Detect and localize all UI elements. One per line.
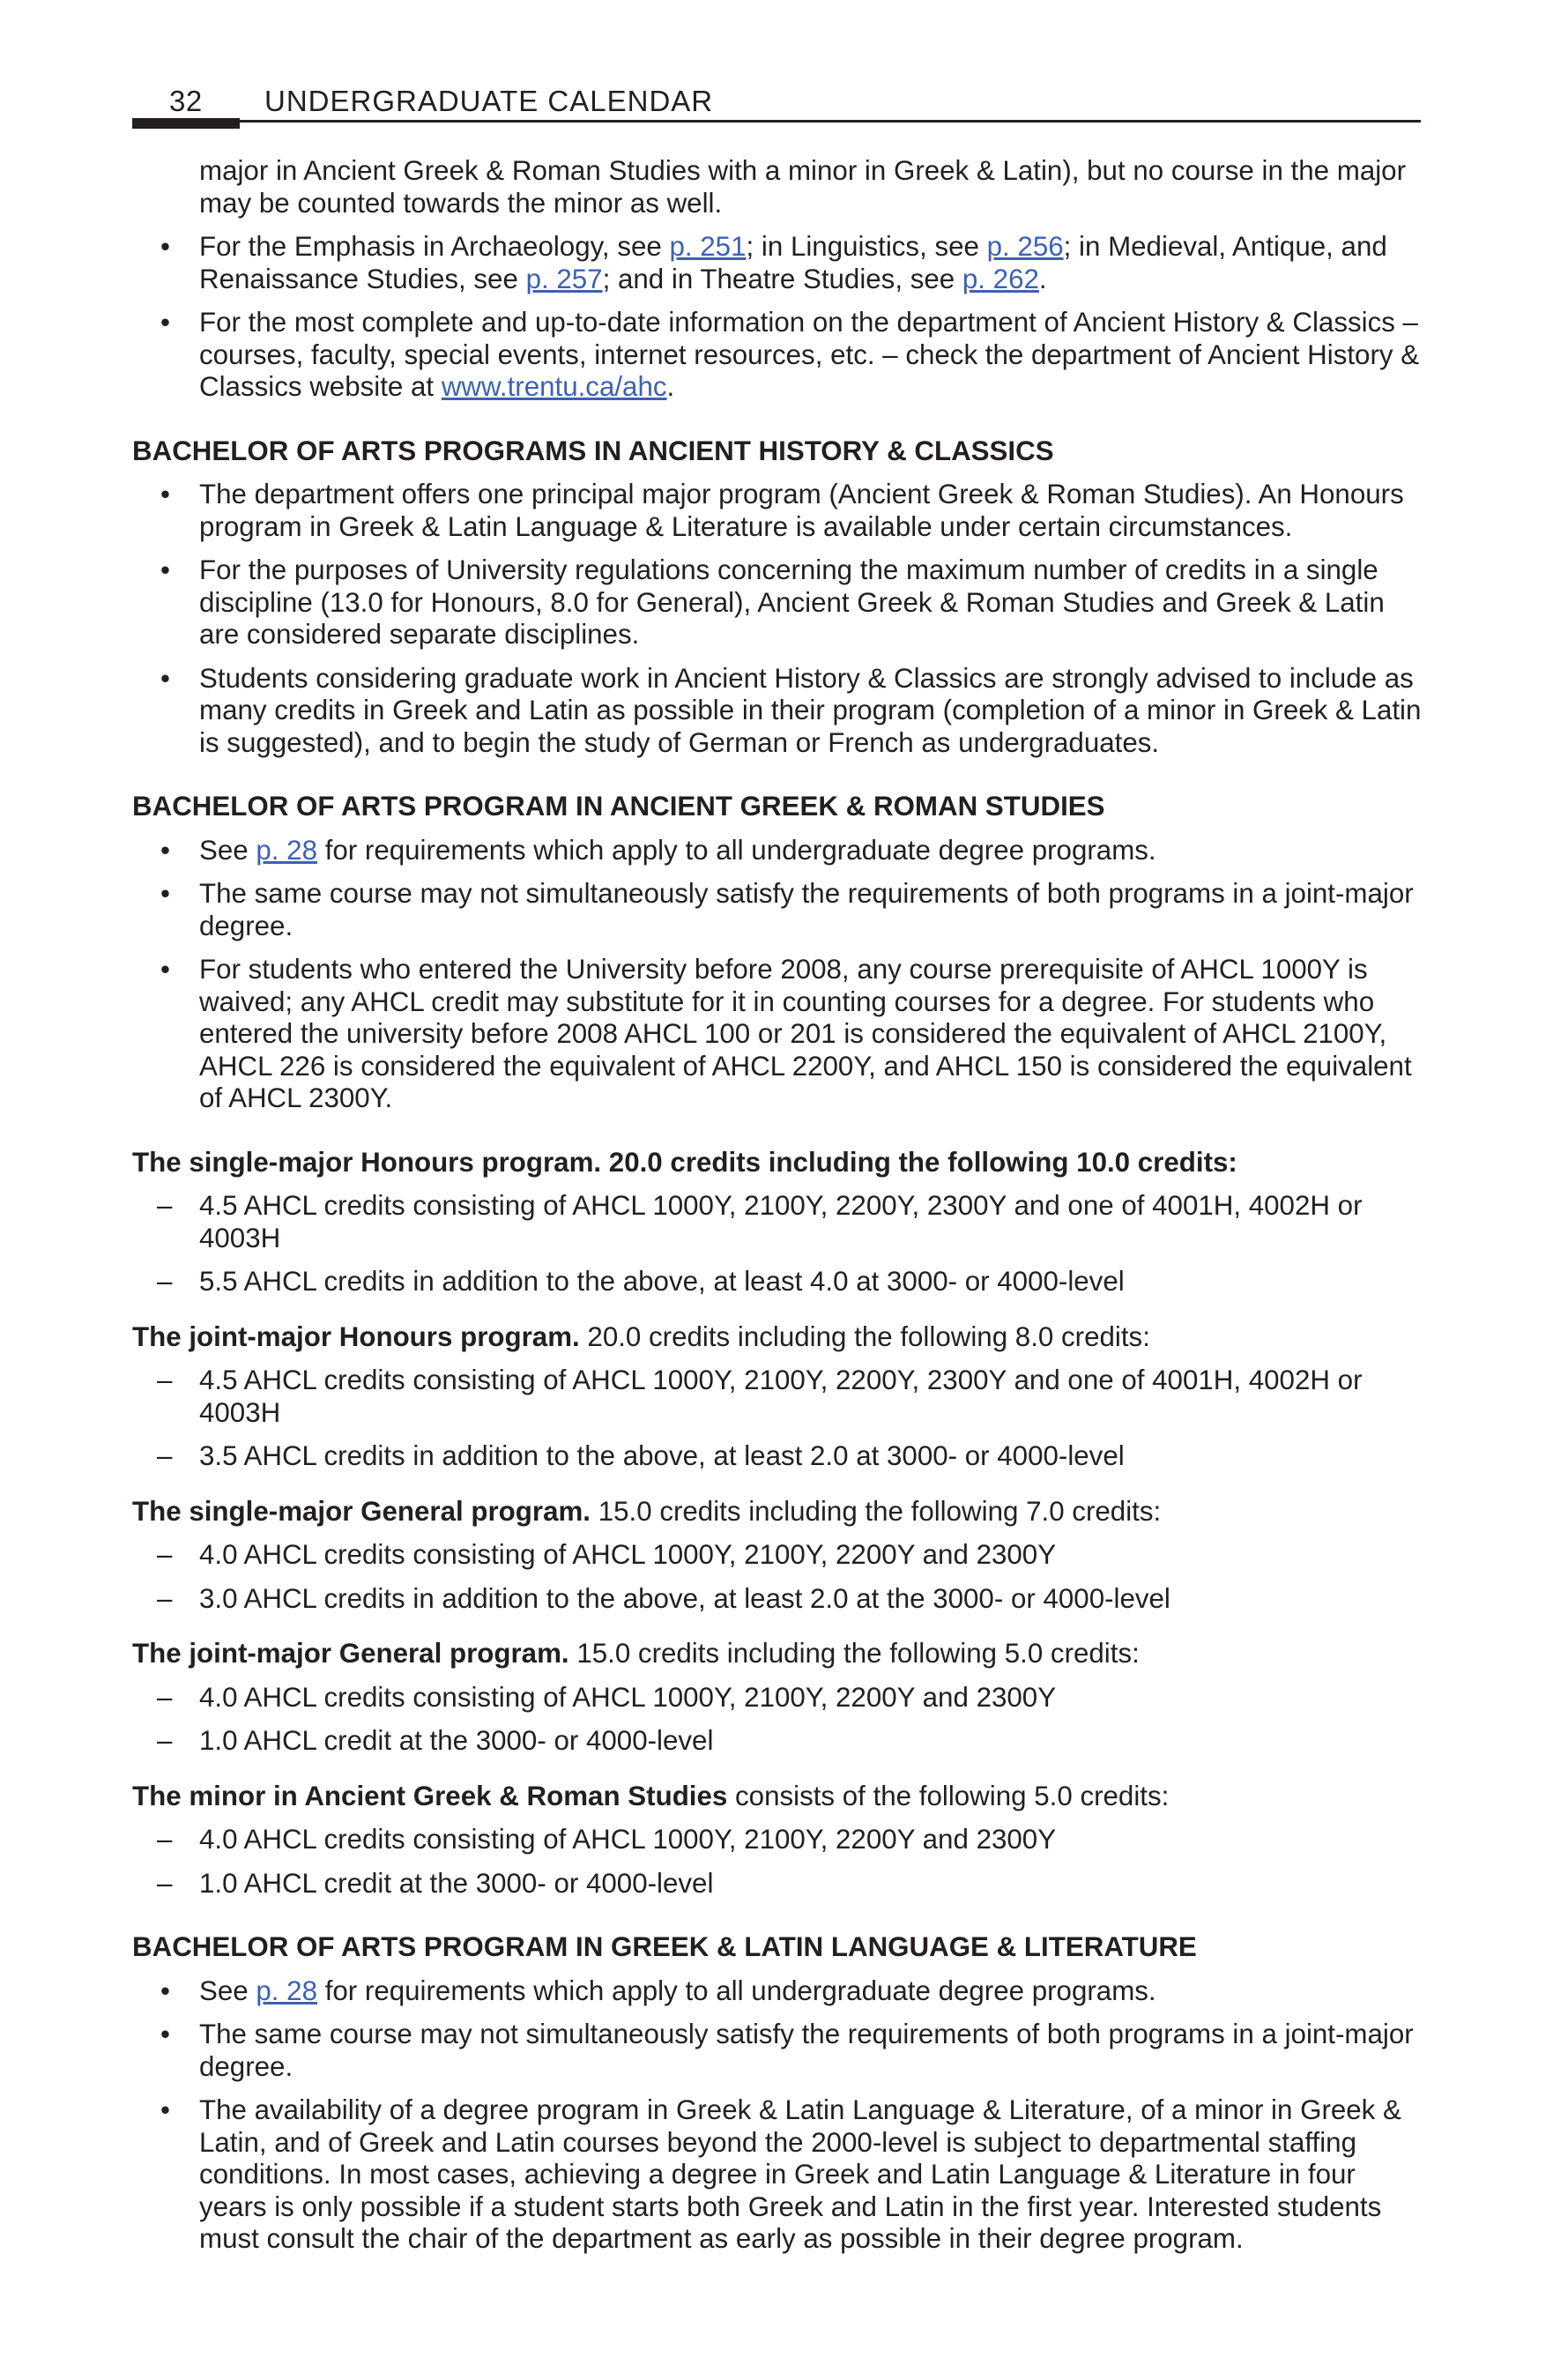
emphasis-text: ; in Linguistics, see (746, 231, 987, 262)
link-p256[interactable]: p. 256 (986, 231, 1064, 262)
requirement-item (132, 1365, 1428, 1429)
bullet-icon: • (160, 834, 170, 866)
emphasis-text: ; in Medieval, Antique, and Renaissance Studies, see (199, 231, 1387, 294)
list-item (132, 479, 1428, 543)
program-heading (132, 1321, 1428, 1354)
list-item (132, 2094, 1428, 2256)
link-p257[interactable]: p. 257 (525, 263, 603, 294)
list-item (132, 835, 1428, 867)
list-item-text: The department offers one principal major program (Ancient Greek & Roman Studies). An Honours program in Greek & Latin Language & Literature is available under certain circumstances. (199, 479, 1404, 542)
bullet-icon: • (160, 662, 170, 694)
requirement-item (132, 1725, 1428, 1758)
emphasis-text: . (1038, 263, 1047, 294)
requirement-text: 4.0 AHCL credits consisting of AHCL 1000Y, 2100Y, 2200Y and 2300Y (199, 1824, 1057, 1855)
list-item (132, 2019, 1428, 2083)
requirement-item (132, 1440, 1428, 1473)
program-description: 15.0 credits including the following 5.0 credits: (568, 1638, 1140, 1669)
list-item-text: See (199, 1975, 256, 2006)
bullet-icon: • (160, 479, 170, 509)
program-description: 15.0 credits including the following 7.0 credits: (591, 1495, 1162, 1527)
page-content (132, 155, 1428, 2256)
requirement-item (132, 1266, 1428, 1298)
dash-icon: – (157, 1867, 173, 1899)
requirement-text: 1.0 AHCL credit at the 3000- or 4000-level (199, 1725, 714, 1756)
dash-icon: – (157, 1725, 173, 1756)
list-item (132, 1975, 1428, 2008)
website-text: . (666, 371, 675, 402)
dash-icon: – (157, 1190, 173, 1221)
list-item-text: The same course may not simultaneously satisfy the requirements of both programs in a joint-major degree. (199, 2019, 1414, 2082)
section-heading: BACHELOR OF ARTS PROGRAM IN ANCIENT GREEK & ROMAN STUDIES (132, 791, 1105, 822)
list-item (132, 663, 1428, 760)
list-item-text: For the purposes of University regulations concerning the maximum number of credits in a single discipline (13.0 for Honours, 8.0 for General), Ancient Greek & Roman Studies and Greek & Latin are considered separate disciplines. (199, 554, 1385, 650)
page-number: 32 (169, 85, 203, 117)
link-p262[interactable]: p. 262 (962, 263, 1039, 294)
requirement-text: 5.5 AHCL credits in addition to the above, at least 4.0 at 3000- or 4000-level (199, 1266, 1125, 1297)
list-item-text: for requirements which apply to all undergraduate degree programs. (317, 1975, 1156, 2006)
bullet-icon: • (160, 231, 170, 262)
requirement-text: 4.5 AHCL credits consisting of AHCL 1000Y, 2100Y, 2200Y, 2300Y and one of 4001H, 4002H or 4003H (199, 1190, 1363, 1253)
list-item (132, 954, 1428, 1115)
requirement-text: 4.0 AHCL credits consisting of AHCL 1000Y, 2100Y, 2200Y and 2300Y (199, 1681, 1057, 1713)
link-p251[interactable]: p. 251 (669, 231, 747, 262)
program-description: 20.0 credits including the following 8.0 credits: (579, 1320, 1150, 1352)
dash-icon: – (157, 1365, 173, 1395)
link-p28[interactable]: p. 28 (256, 1975, 317, 2006)
program-title: The minor in Ancient Greek & Roman Studies (132, 1780, 728, 1811)
emphasis-text: ; and in Theatre Studies, see (602, 263, 962, 294)
requirement-text: 4.5 AHCL credits consisting of AHCL 1000Y, 2100Y, 2200Y, 2300Y and one of 4001H, 4002H or 4003H (199, 1365, 1363, 1428)
program-title: The joint-major General program. (132, 1638, 569, 1669)
bullet-icon: • (160, 2094, 170, 2125)
requirement-text: 4.0 AHCL credits consisting of AHCL 1000Y, 2100Y, 2200Y and 2300Y (199, 1539, 1057, 1570)
bullet-icon: • (160, 2019, 170, 2049)
bullet-icon: • (160, 307, 170, 338)
dash-icon: – (157, 1681, 173, 1713)
requirement-item (132, 1682, 1428, 1714)
program-title: The joint-major Honours program. (132, 1320, 580, 1352)
emphasis-text: For the Emphasis in Archaeology, see (199, 231, 670, 262)
program-heading (132, 1638, 1428, 1670)
program-title: The single-major Honours program. 20.0 credits including the following 10.0 credits: (132, 1146, 1237, 1178)
requirement-text: 3.0 AHCL credits in addition to the above, at least 2.0 at the 3000- or 4000-level (199, 1582, 1170, 1614)
bullet-icon: • (160, 878, 170, 909)
list-item (132, 554, 1428, 651)
header-rule (132, 120, 1421, 123)
intro-continuation: major in Ancient Greek & Roman Studies with a minor in Greek & Latin), but no course in the major may be counted towards the minor as well. (199, 155, 1407, 219)
requirement-item (132, 1539, 1428, 1572)
list-item-text: Students considering graduate work in Ancient History & Classics are strongly advised to include as many credits in Greek and Latin as possible in their program (completion of a minor in Greek & Latin is suggested), and to begin the study of German or French as undergraduates. (199, 662, 1422, 758)
list-item-text: The availability of a degree program in Greek & Latin Language & Literature, of a minor in Greek & Latin, and of Greek and Latin courses beyond the 2000-level is subject to departmental staffing conditions. In most cases, achieving a degree in Greek and Latin Language & Literature in four years is only possible if a student starts both Greek and Latin in the first year. Interested students must consult the chair of the department as early as possible in their degree program. (199, 2094, 1401, 2254)
list-item-text: For students who entered the University before 2008, any course prerequisite of AHCL 1000Y is waived; any AHCL credit may substitute for it in counting courses for a degree. For students who entered the university before 2008 AHCL 100 or 201 is considered the equivalent of AHCL 2100Y, AHCL 226 is considered the equivalent of AHCL 2200Y, and AHCL 150 is considered the equivalent of AHCL 2300Y. (199, 954, 1412, 1113)
emphasis-item (132, 231, 1428, 295)
running-title: UNDERGRADUATE CALENDAR (264, 85, 714, 117)
dash-icon: – (157, 1539, 173, 1570)
website-link[interactable]: www.trentu.ca/ahc (441, 371, 667, 402)
requirement-item (132, 1583, 1428, 1616)
header-block (132, 118, 240, 129)
link-p28[interactable]: p. 28 (256, 834, 317, 866)
requirement-item (132, 1868, 1428, 1900)
dash-icon: – (157, 1824, 173, 1855)
list-item-text: The same course may not simultaneously satisfy the requirements of both programs in a joint-major degree. (199, 878, 1414, 941)
dash-icon: – (157, 1266, 173, 1297)
website-text: For the most complete and up-to-date information on the department of Ancient History & Classics – courses, faculty, special events, internet resources, etc. – check the department of Ancient History & Classics website at (199, 307, 1420, 402)
section-heading: BACHELOR OF ARTS PROGRAMS IN ANCIENT HISTORY & CLASSICS (132, 435, 1054, 466)
program-title: The single-major General program. (132, 1495, 591, 1527)
dash-icon: – (157, 1440, 173, 1471)
program-description: consists of the following 5.0 credits: (727, 1780, 1170, 1811)
section-heading: BACHELOR OF ARTS PROGRAM IN GREEK & LATIN LANGUAGE & LITERATURE (132, 1931, 1197, 1962)
list-item (132, 878, 1428, 942)
requirement-text: 3.5 AHCL credits in addition to the above, at least 2.0 at 3000- or 4000-level (199, 1440, 1125, 1471)
bullet-icon: • (160, 1975, 170, 2006)
bullet-icon: • (160, 554, 170, 585)
requirement-item (132, 1190, 1428, 1254)
website-item (132, 307, 1428, 404)
bullet-icon: • (160, 954, 170, 985)
list-item-text: See (199, 834, 256, 866)
program-heading (132, 1781, 1428, 1813)
program-heading (132, 1147, 1428, 1179)
program-heading (132, 1496, 1428, 1528)
list-item-text: for requirements which apply to all undergraduate degree programs. (317, 834, 1156, 866)
dash-icon: – (157, 1582, 173, 1614)
requirement-item (132, 1824, 1428, 1856)
requirement-text: 1.0 AHCL credit at the 3000- or 4000-level (199, 1867, 714, 1899)
page-header (132, 81, 1421, 134)
